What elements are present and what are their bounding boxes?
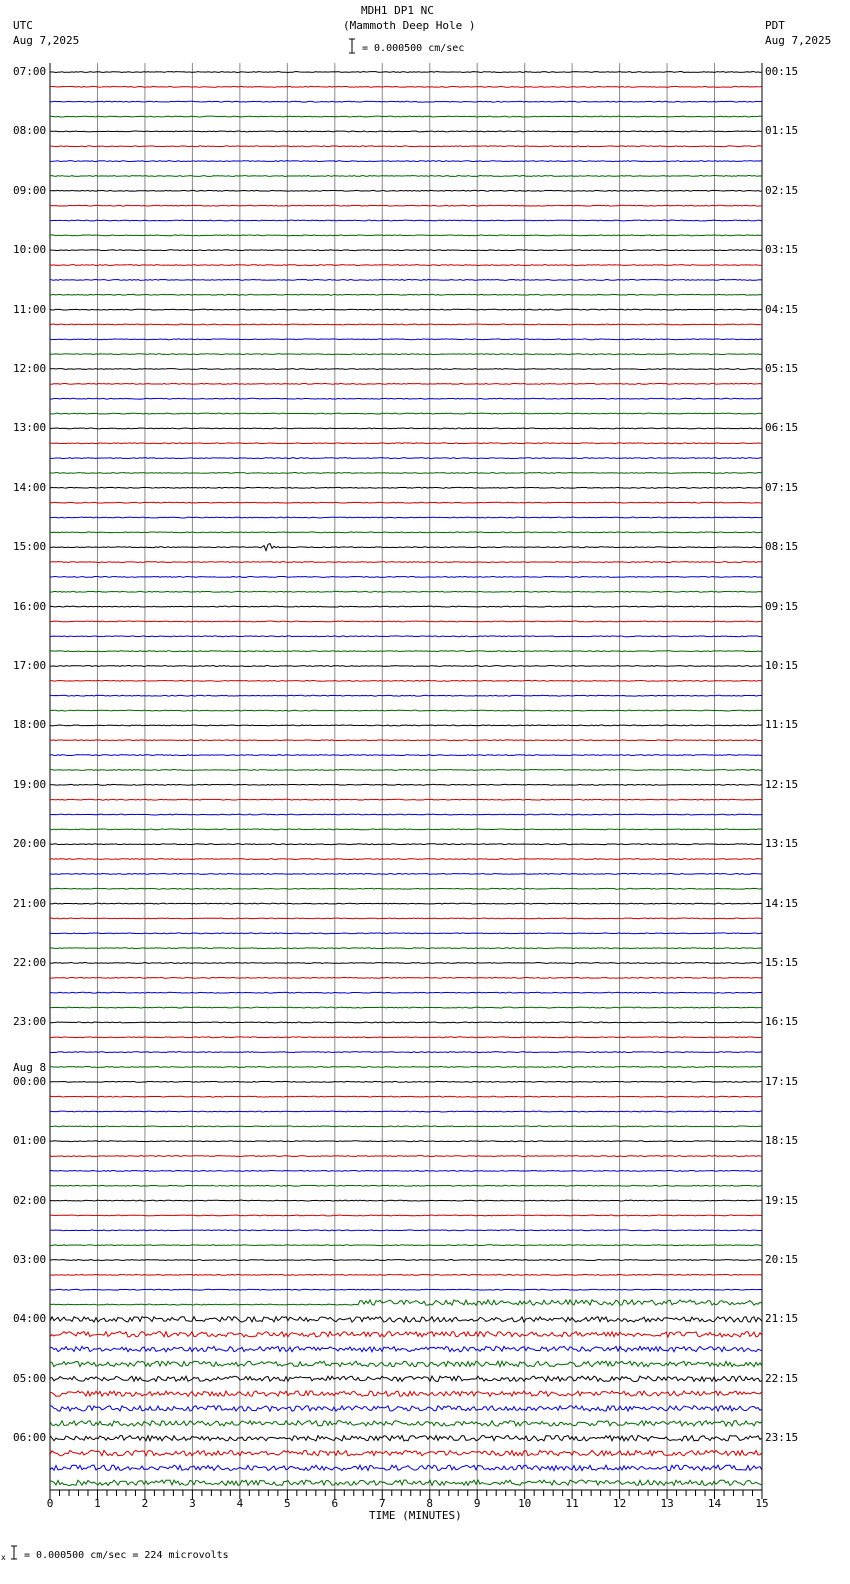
trace-row-0 [50,72,762,73]
right-hour-label: 12:15 [765,777,799,791]
trace-row-77 [50,1215,762,1216]
trace-row-18 [50,339,762,340]
trace-row-28 [50,487,762,488]
x-tick-label: 0 [46,1497,54,1510]
right-hour-label: 04:15 [765,302,799,316]
trace-row-11 [50,235,762,236]
left-hour-label: 01:00 [13,1134,47,1148]
left-hour-label: 05:00 [13,1371,47,1385]
right-hour-label: 18:15 [765,1134,799,1148]
trace-row-48 [50,784,762,785]
trace-row-26 [50,458,762,459]
right-hour-label: 10:15 [765,659,799,672]
trace-row-20 [50,369,762,370]
trace-row-73 [50,1156,762,1157]
left-hour-label: 03:00 [13,1253,47,1266]
trace-row-62 [50,992,762,993]
trace-row-93 [50,1450,762,1455]
trace-row-87 [50,1361,762,1366]
left-hour-label: 18:00 [13,718,47,732]
trace-row-21 [50,383,762,384]
left-hour-label: 14:00 [13,480,47,494]
left-hour-label: 13:00 [13,421,47,435]
trace-row-31 [50,532,762,533]
trace-row-80 [50,1260,762,1261]
trace-row-9 [50,205,762,206]
x-tick-label: 4 [236,1497,244,1510]
x-tick-label: 5 [284,1497,291,1510]
trace-row-38 [50,636,762,637]
x-tick-label: 11 [565,1497,579,1510]
trace-row-69 [50,1096,762,1097]
trace-row-95 [50,1480,762,1486]
trace-row-1 [50,86,762,87]
right-hour-label: 09:15 [765,599,799,613]
footer-marker: x [1,1553,6,1562]
x-tick-label: 13 [660,1497,674,1510]
trace-row-24 [50,428,762,429]
trace-row-5 [50,146,762,147]
left-hour-label: 17:00 [13,659,47,672]
x-tick-label: 10 [518,1497,532,1510]
right-hour-label: 05:15 [765,362,799,375]
left-hour-label: 02:00 [13,1193,47,1207]
x-tick-label: 6 [331,1497,339,1510]
trace-row-40 [50,666,762,667]
left-hour-label: 07:00 [13,65,47,78]
trace-row-85 [50,1332,762,1337]
trace-row-84 [50,1317,762,1322]
time-gridlines [50,63,762,1490]
trace-row-81 [50,1274,762,1275]
x-tick-label: 12 [613,1497,627,1510]
left-hour-label: 09:00 [13,183,47,197]
scale-label: = 0.000500 cm/sec [362,43,465,54]
left-hour-label: 20:00 [13,837,47,851]
trace-row-91 [50,1421,762,1426]
x-tick-label: 2 [141,1497,149,1510]
right-hour-label: 03:15 [765,243,799,257]
trace-row-75 [50,1185,762,1186]
x-tick-label: 3 [189,1497,196,1510]
trace-row-8 [50,190,762,191]
trace-row-14 [50,279,762,280]
right-hour-label: 19:15 [765,1193,799,1207]
right-timezone: PDT [765,19,785,32]
left-hour-label: 19:00 [13,777,47,791]
trace-row-67 [50,1067,762,1068]
trace-row-79 [50,1245,762,1246]
right-hour-label: 06:15 [765,421,799,435]
trace-row-63 [50,1007,762,1008]
x-tick-label: 15 [755,1497,769,1510]
x-tick-label: 9 [473,1497,481,1510]
trace-row-33 [50,562,762,563]
right-hour-label: 23:15 [765,1431,799,1445]
trace-row-34 [50,576,762,577]
trace-row-39 [50,651,762,652]
trace-row-22 [50,398,762,399]
scale-bar-icon [349,39,355,53]
trace-row-47 [50,770,762,771]
trace-row-76 [50,1200,762,1201]
seismic-traces [50,72,762,1486]
trace-row-36 [50,606,762,607]
trace-row-4 [50,131,762,132]
trace-row-94 [50,1465,762,1470]
trace-row-70 [50,1111,762,1112]
trace-row-46 [50,755,762,756]
trace-row-53 [50,859,762,860]
trace-row-17 [50,324,762,325]
right-hour-label: 21:15 [765,1312,799,1326]
trace-row-86 [50,1346,762,1351]
trace-row-66 [50,1052,762,1053]
x-axis-label: TIME (MINUTES) [369,1509,462,1522]
trace-row-41 [50,680,762,681]
trace-row-58 [50,933,762,934]
left-timezone: UTC [13,19,33,32]
trace-row-52 [50,844,762,845]
right-hour-label: 17:15 [765,1074,799,1088]
trace-row-43 [50,710,762,711]
right-hour-label: 08:15 [765,540,799,554]
trace-row-27 [50,473,762,474]
trace-row-83 [50,1300,762,1305]
trace-row-13 [50,265,762,266]
right-hour-label: 01:15 [765,124,799,138]
trace-row-71 [50,1126,762,1127]
trace-row-54 [50,873,762,874]
trace-row-61 [50,977,762,978]
right-hour-label: 20:15 [765,1253,799,1266]
trace-row-30 [50,517,762,518]
trace-row-25 [50,443,762,444]
trace-row-50 [50,814,762,815]
date-change-label: Aug 8 [13,1060,47,1074]
trace-row-16 [50,309,762,310]
left-hour-label: 16:00 [13,599,47,613]
left-hour-label: 08:00 [13,124,47,138]
trace-row-32 [50,544,762,551]
trace-row-89 [50,1391,762,1396]
trace-row-51 [50,829,762,830]
right-hour-label: 14:15 [765,896,799,910]
left-hour-label: 11:00 [13,302,47,316]
left-hour-label: 06:00 [13,1431,47,1445]
trace-row-49 [50,799,762,800]
station-title: MDH1 DP1 NC [361,4,434,17]
right-hour-label: 00:15 [765,65,799,78]
trace-row-59 [50,948,762,949]
right-hour-label: 13:15 [765,837,799,851]
left-date: Aug 7,2025 [13,34,80,47]
trace-row-23 [50,413,762,414]
right-hour-label: 15:15 [765,956,799,969]
trace-row-19 [50,354,762,355]
trace-row-6 [50,161,762,162]
trace-row-60 [50,963,762,964]
trace-row-78 [50,1230,762,1231]
left-hour-label: 00:00 [13,1074,47,1088]
footer-scale-icon [11,1546,17,1559]
trace-row-72 [50,1141,762,1142]
footer-scale-note: = 0.000500 cm/sec = 224 microvolts [24,1550,229,1561]
trace-row-88 [50,1376,762,1381]
trace-row-15 [50,294,762,295]
right-hour-label: 02:15 [765,183,799,197]
x-axis [50,1490,762,1499]
right-hour-label: 22:15 [765,1371,799,1385]
right-hour-label: 07:15 [765,480,799,494]
x-tick-label: 7 [378,1497,386,1510]
left-hour-label: 12:00 [13,362,47,375]
trace-row-64 [50,1022,762,1023]
right-hour-label: 11:15 [765,718,799,732]
left-hour-label: 23:00 [13,1015,47,1029]
trace-row-7 [50,176,762,177]
left-hour-label: 21:00 [13,896,47,910]
right-hour-label: 16:15 [765,1015,799,1029]
x-tick-label: 1 [94,1497,101,1510]
left-hour-label: 22:00 [13,956,47,969]
trace-row-37 [50,621,762,622]
trace-row-82 [50,1289,762,1290]
trace-row-44 [50,725,762,726]
x-tick-label: 14 [707,1497,722,1510]
trace-row-10 [50,220,762,221]
trace-row-57 [50,918,762,919]
trace-row-56 [50,903,762,904]
x-tick-label: 8 [426,1497,434,1510]
trace-row-74 [50,1170,762,1171]
trace-row-42 [50,695,762,696]
trace-row-3 [50,116,762,117]
trace-row-2 [50,101,762,102]
left-hour-label: 10:00 [13,243,47,257]
trace-row-29 [50,502,762,503]
left-hour-label: 04:00 [13,1312,47,1326]
right-date: Aug 7,2025 [765,34,832,47]
trace-row-45 [50,740,762,741]
trace-row-35 [50,591,762,592]
trace-row-90 [50,1406,762,1411]
trace-row-12 [50,250,762,251]
trace-row-68 [50,1081,762,1082]
trace-row-65 [50,1037,762,1038]
left-hour-label: 15:00 [13,540,47,554]
trace-row-92 [50,1435,762,1440]
trace-row-55 [50,888,762,889]
station-subtitle: (Mammoth Deep Hole ) [343,19,476,32]
